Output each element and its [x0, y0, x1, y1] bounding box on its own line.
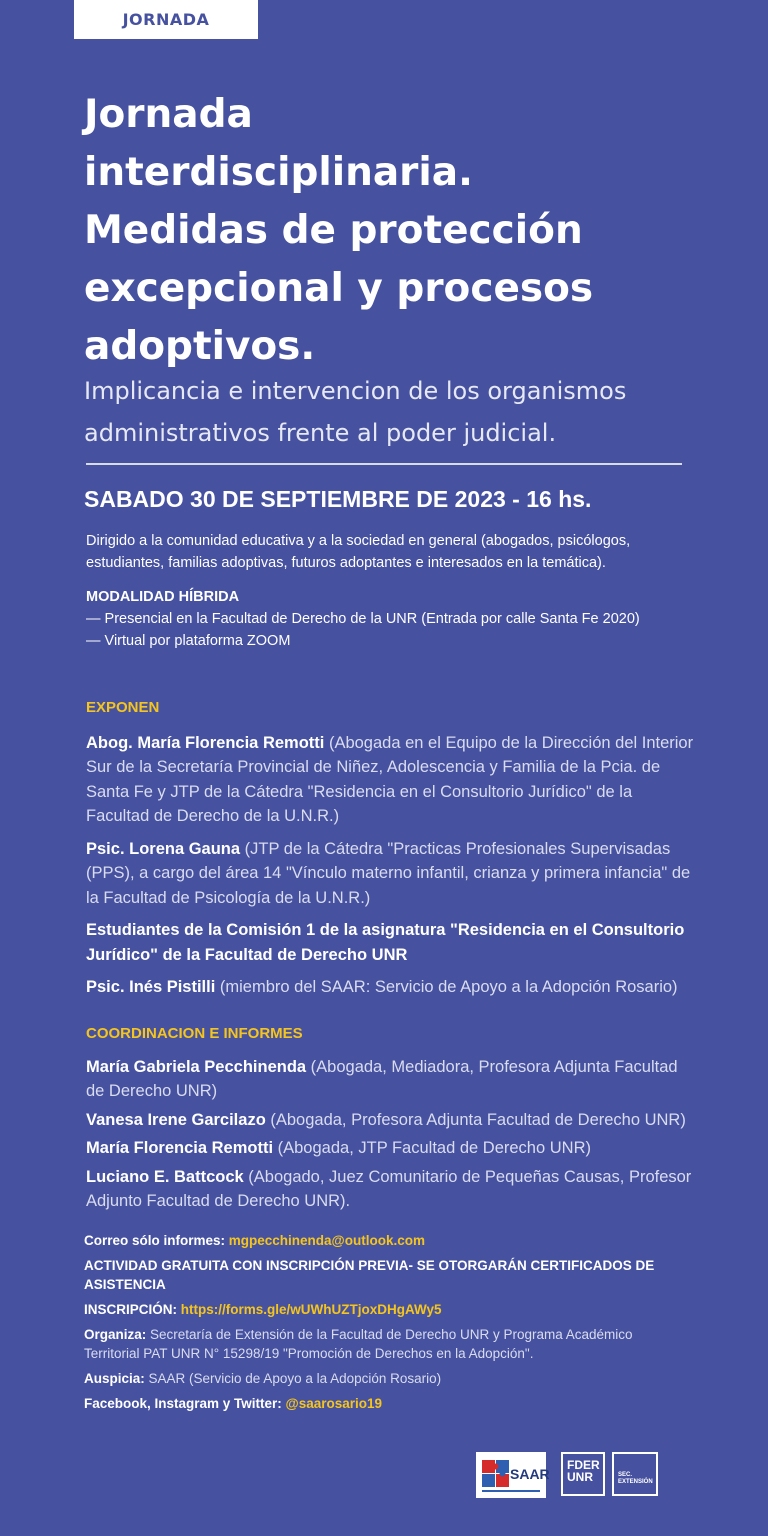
coordinator-desc: (Abogada, Mediadora, Profesora Adjunta Facultad de Derecho UNR): [86, 1057, 678, 1100]
coordinator-item: [86, 1136, 696, 1161]
audience-text: [86, 530, 696, 574]
coordinator-name: María Florencia Remotti: [86, 1139, 274, 1157]
coordinator-desc: (Abogada, Profesora Adjunta Facultad de Derecho UNR): [265, 1110, 686, 1129]
coordinacion-section: [86, 1022, 696, 1218]
coordinator-item: [86, 1055, 696, 1104]
event-type-tag: JORNADA: [74, 0, 258, 39]
speaker-item: [86, 731, 696, 829]
event-date: SABADO 30 DE SEPTIEMBRE DE 2023 - 16 hs.: [84, 486, 592, 512]
exponen-heading: EXPONEN: [86, 699, 160, 716]
inscripcion-label: INSCRIPCIÓN:: [84, 1302, 181, 1317]
social-label: Facebook, Instagram y Twitter:: [84, 1396, 286, 1411]
divider: [86, 463, 682, 465]
auspicia-value: SAAR (Servicio de Apoyo a la Adopción Rosario): [148, 1371, 442, 1386]
title-line: interdisciplinaria.: [84, 150, 473, 195]
speaker-name: Estudiantes de la Comisión 1 de la asignatura "Residencia en el Consultorio Jurídico" de la Facultad de Derecho UNR: [86, 921, 685, 964]
saar-logo-text: SAAR: [510, 1466, 550, 1482]
fder-text: FDER: [567, 1458, 600, 1472]
subtitle-line: administrativos frente al poder judicial.: [84, 419, 557, 447]
unr-text: UNR: [567, 1470, 593, 1484]
saar-logo: [476, 1452, 550, 1498]
modalidad-title: MODALIDAD HÍBRIDA: [86, 589, 240, 605]
speaker-name: Psic. Inés Pistilli: [86, 978, 216, 996]
coordinator-name: María Gabriela Pecchinenda: [86, 1057, 307, 1076]
footer-info: [84, 1231, 684, 1419]
coordinator-desc: (Abogado, Juez Comunitario de Pequeñas Causas, Profesor Adjunto Facultad de Derecho UNR).: [86, 1167, 692, 1210]
free-activity-note: ACTIVIDAD GRATUITA CON INSCRIPCIÓN PREVIA- SE OTORGARÁN CERTIFICADOS DE ASISTENCIA: [84, 1258, 655, 1292]
event-title: [84, 86, 724, 376]
speaker-desc: (Abogada en el Equipo de la Dirección del Interior Sur de la Secretaría Provincial de Niñez, Adolescencia y Familia de la Pcia. de Santa Fe y JTP de la Cátedra "Residencia en el Consultorio Jurídico" de la Facultad de Derecho de la U.N.R.): [86, 733, 694, 825]
audience-line: Dirigido a la comunidad educativa y a la sociedad en general (abogados, psicólogos, estudiantes, familias adoptivas, futuros adoptantes e interesados en la temática).: [86, 533, 631, 571]
sec-text: SEC.: [618, 1472, 633, 1478]
speaker-item: [86, 975, 696, 1000]
speaker-item: [86, 837, 696, 911]
organiza-value: Secretaría de Extensión de la Facultad de Derecho UNR y Programa Académico Territorial PAT UNR N° 15298/19 "Promoción de Derechos en la Adopción".: [84, 1327, 633, 1361]
coordinator-name: Luciano E. Battcock: [86, 1167, 244, 1186]
social-line: [84, 1394, 684, 1413]
modalidad-item: — Presencial en la Facultad de Derecho de la UNR (Entrada por calle Santa Fe 2020): [86, 611, 640, 627]
organiza-label: Organiza:: [84, 1327, 151, 1342]
coordinator-item: [86, 1108, 696, 1133]
event-subtitle: [84, 370, 724, 454]
contact-email-link[interactable]: mgpecchinenda@outlook.com: [228, 1233, 425, 1248]
inscripcion-line: [84, 1300, 684, 1319]
exponen-section: [86, 696, 696, 1008]
auspicia-line: [84, 1369, 684, 1388]
coordinacion-heading: COORDINACION E INFORMES: [86, 1025, 303, 1042]
coordinator-name: Vanesa Irene Garcilazo: [86, 1110, 266, 1129]
contact-label: Correo sólo informes:: [84, 1233, 229, 1248]
subtitle-line: Implicancia e intervencion de los organismos: [84, 377, 627, 405]
fder-unr-logo: [561, 1452, 605, 1496]
title-line: Medidas de protección: [84, 208, 583, 253]
speaker-name: Psic. Lorena Gauna: [86, 839, 241, 858]
speaker-desc: (miembro del SAAR: Servicio de Apoyo a la Adopción Rosario): [215, 978, 678, 996]
coordinator-desc: (Abogada, JTP Facultad de Derecho UNR): [273, 1139, 591, 1157]
modalidad-item: — Virtual por plataforma ZOOM: [86, 633, 291, 649]
contact-line: [84, 1231, 684, 1250]
coordinator-item: [86, 1165, 696, 1214]
extension-text: EXTENSIÓN: [618, 1479, 653, 1485]
title-line: adoptivos.: [84, 324, 316, 369]
sec-extension-logo: [612, 1452, 658, 1496]
social-handle-link[interactable]: @saarosario19: [285, 1396, 383, 1411]
inscripcion-link[interactable]: https://forms.gle/wUWhUZTjoxDHgAWy5: [180, 1302, 442, 1317]
title-line: Jornada: [84, 92, 253, 137]
speaker-item: [86, 918, 696, 967]
auspicia-label: Auspicia:: [84, 1371, 149, 1386]
title-line: excepcional y procesos: [84, 266, 594, 311]
modalidad-section: [86, 586, 696, 652]
speaker-desc: (JTP de la Cátedra "Practicas Profesionales Supervisadas (PPS), a cargo del área 14 "Vínculo materno infantil, crianza y primera infancia" de la Facultad de Psicología de la U.N.R.): [86, 839, 691, 907]
speaker-name: Abog. María Florencia Remotti: [86, 733, 325, 752]
organiza-line: [84, 1325, 684, 1363]
